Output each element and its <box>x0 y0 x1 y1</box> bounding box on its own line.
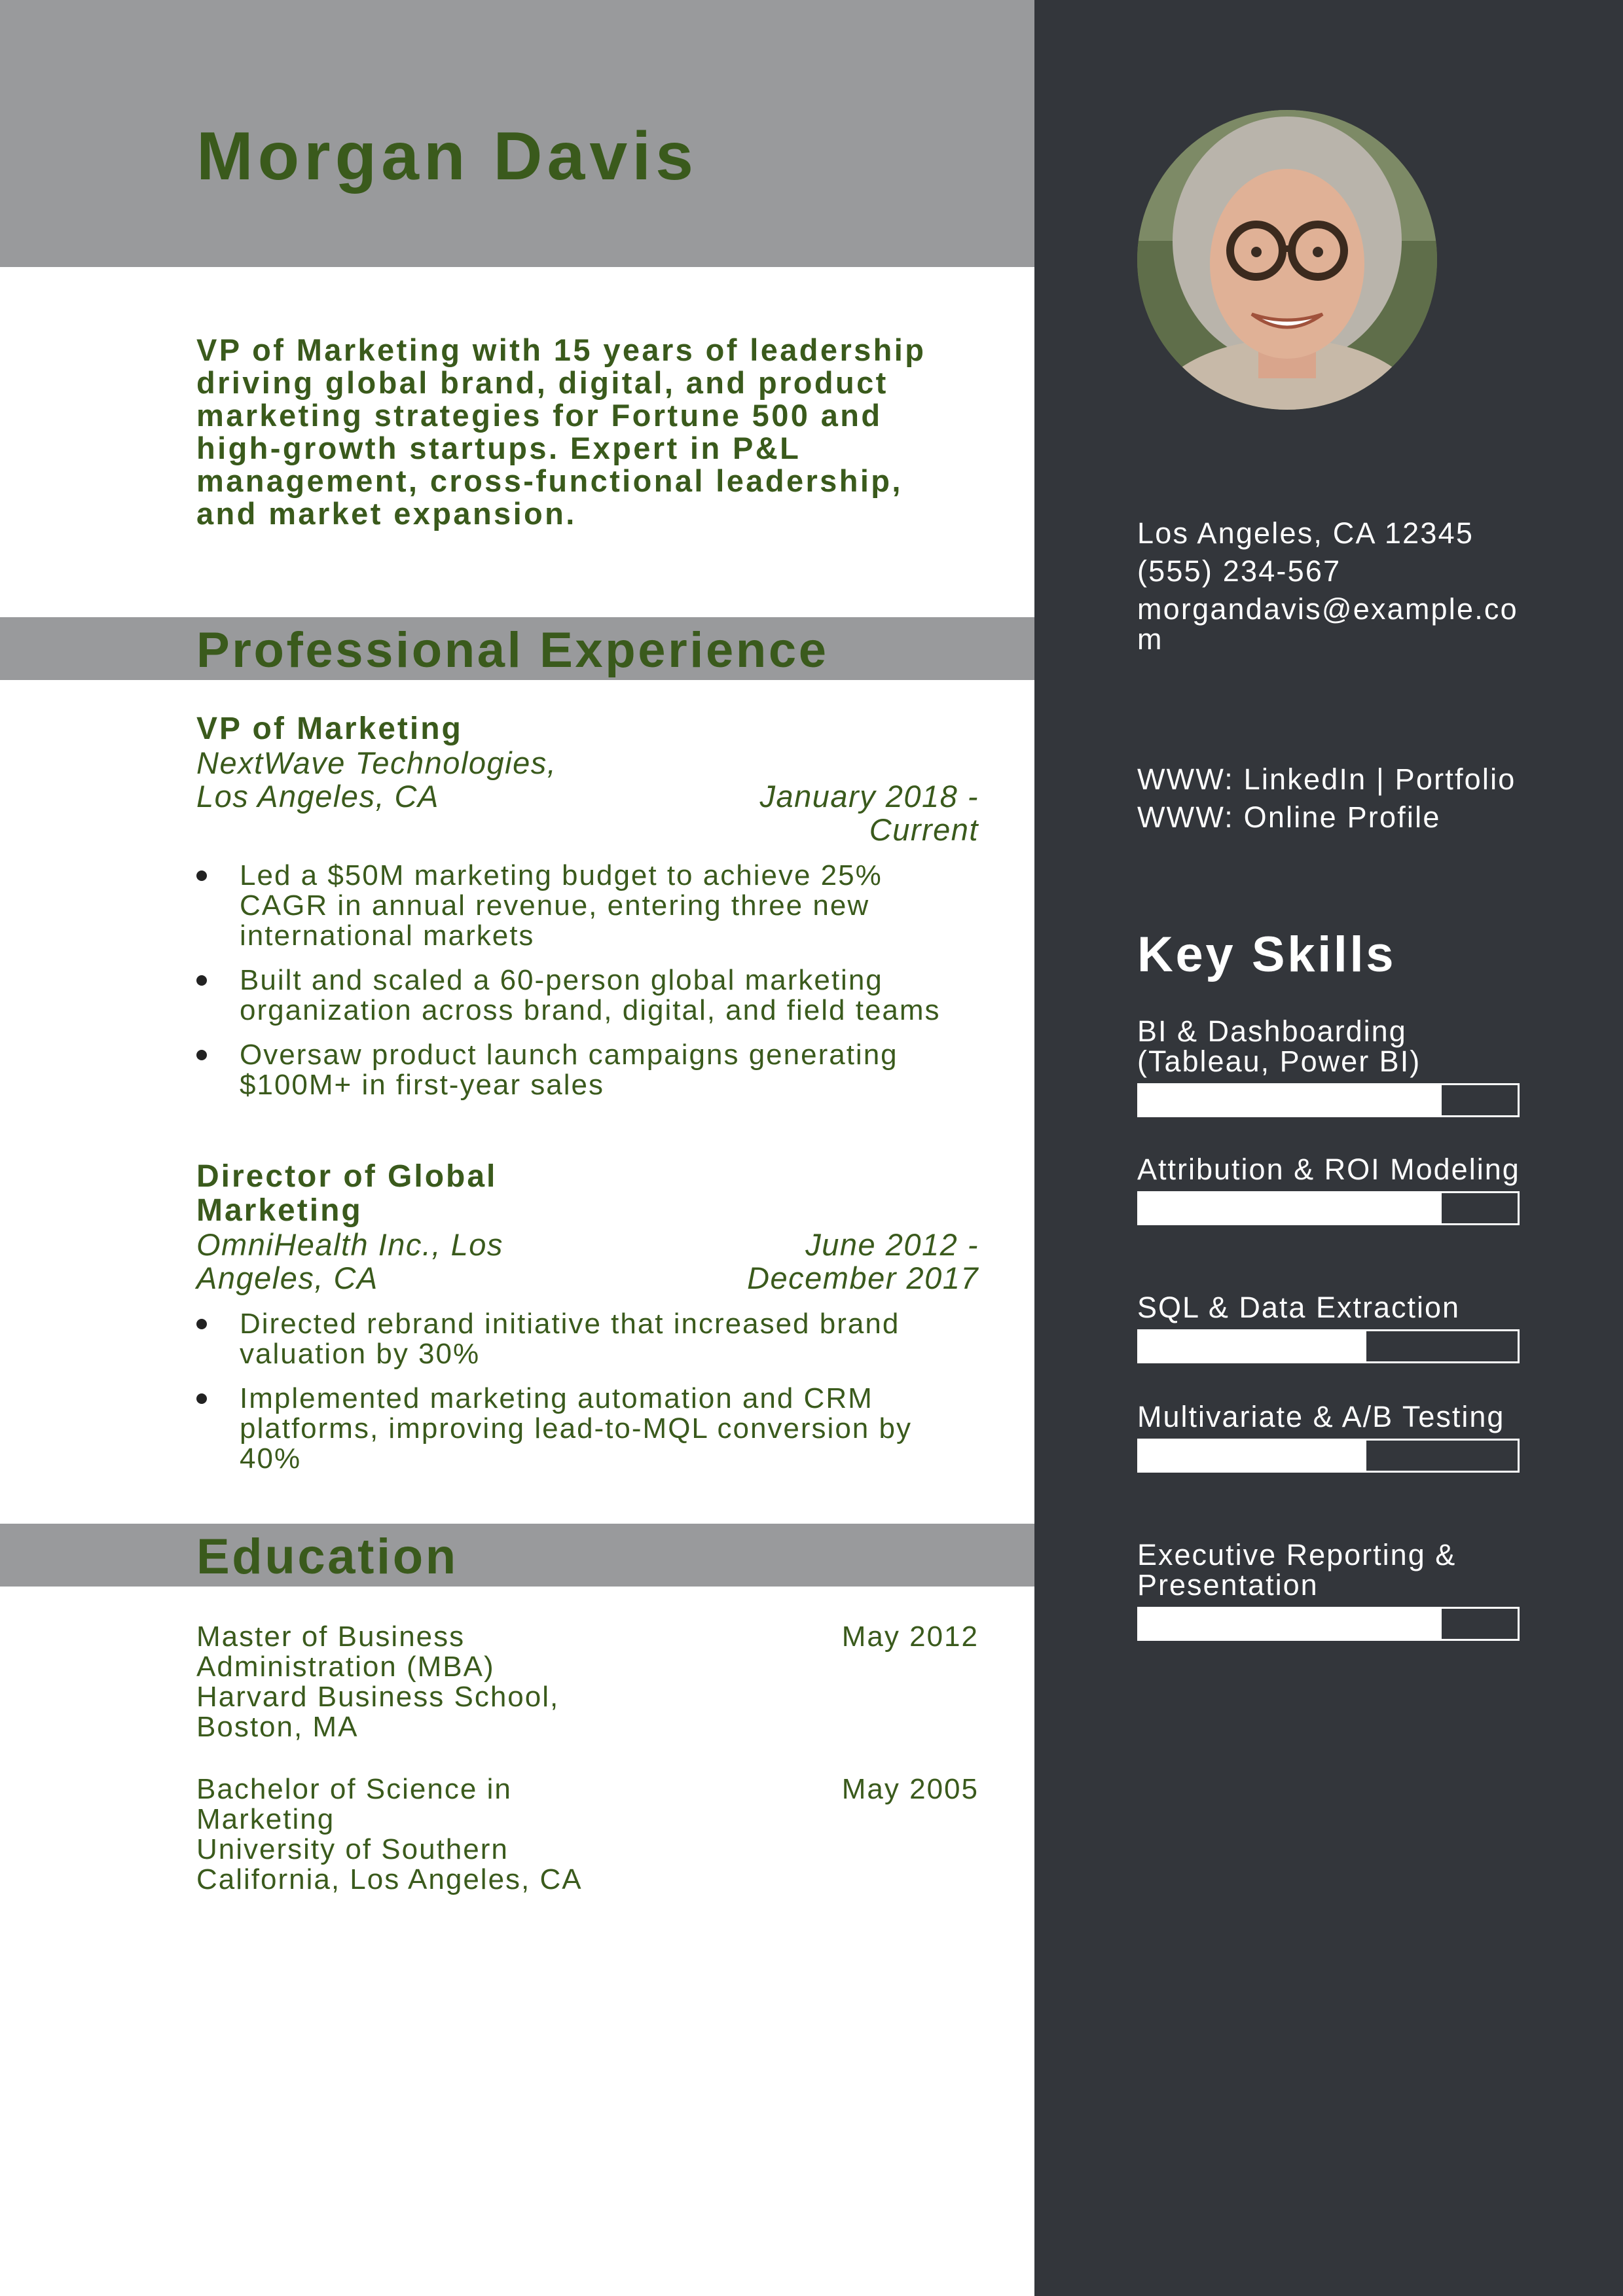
job-meta <box>196 1228 979 1295</box>
bullet-item: Oversaw product launch campaigns generating $100M+ in first-year sales <box>196 1040 979 1100</box>
job-company: NextWave Technologies, Los Angeles, CA <box>196 745 557 814</box>
link-online-profile[interactable]: WWW: Online Profile <box>1137 800 1441 834</box>
contact-email[interactable]: morgandavis@example.com <box>1137 592 1518 656</box>
bullet-item: Directed rebrand initiative that increased brand valuation by 30% <box>196 1309 979 1369</box>
job-meta <box>196 746 979 846</box>
contact-address: Los Angeles, CA 12345 <box>1137 516 1474 550</box>
contact-phone: (555) 234-567 <box>1137 554 1341 588</box>
skill-bar <box>1137 1083 1520 1117</box>
job-dates: June 2012 - December 2017 <box>747 1227 979 1295</box>
skill-item <box>1137 1402 1520 1473</box>
job-title: VP of Marketing <box>196 711 463 746</box>
bullet-icon <box>196 1050 207 1060</box>
contact-block <box>1137 518 1530 662</box>
bullet-icon <box>196 1393 207 1404</box>
skill-bar <box>1137 1607 1520 1641</box>
job-dates: January 2018 - Current <box>759 779 979 847</box>
job-bullets <box>196 861 979 1100</box>
bullet-icon <box>196 975 207 986</box>
skill-item <box>1137 1540 1520 1641</box>
education-date: May 2012 <box>841 1621 979 1653</box>
skill-item <box>1137 1293 1520 1363</box>
skill-bar <box>1137 1329 1520 1363</box>
profile-summary: VP of Marketing with 15 years of leadership driving global brand, digital, and product marketing strategies for Fortune 500 and high-growth startups. Expert in P&L management, cross-functional leadership, and market expansion. <box>196 332 926 531</box>
bullet-item: Implemented marketing automation and CRM platforms, improving lead-to-MQL conversion by 40% <box>196 1384 979 1474</box>
skill-bar <box>1137 1191 1520 1225</box>
experience-heading: Professional Experience <box>196 622 829 678</box>
job-entry <box>196 712 979 1115</box>
profile-photo-icon <box>1137 110 1437 410</box>
bullet-item: Built and scaled a 60-person global marketing organization across brand, digital, and field teams <box>196 965 979 1026</box>
skill-label: BI & Dashboarding (Tableau, Power BI) <box>1137 1014 1421 1078</box>
skill-bar-fill <box>1139 1085 1442 1115</box>
skill-bar-fill <box>1139 1441 1366 1471</box>
school: University of Southern California, Los Angeles, CA <box>196 1833 583 1895</box>
skill-bar-fill <box>1139 1609 1442 1639</box>
education-heading: Education <box>196 1529 458 1585</box>
job-company: OmniHealth Inc., Los Angeles, CA <box>196 1227 503 1295</box>
skill-bar <box>1137 1439 1520 1473</box>
skill-bar-fill <box>1139 1193 1442 1223</box>
web-links <box>1137 764 1530 840</box>
candidate-name: Morgan Davis <box>196 118 698 194</box>
skill-label: Executive Reporting & Presentation <box>1137 1538 1457 1602</box>
degree: Master of Business Administration (MBA) <box>196 1621 495 1683</box>
skills-heading: Key Skills <box>1137 927 1396 982</box>
degree: Bachelor of Science in Marketing <box>196 1773 512 1835</box>
skill-bar-fill <box>1139 1331 1366 1361</box>
skill-label: Attribution & ROI Modeling <box>1137 1153 1520 1186</box>
education-entry <box>196 1622 979 1742</box>
bullet-icon <box>196 1319 207 1329</box>
skill-label: SQL & Data Extraction <box>1137 1291 1461 1324</box>
education-band <box>0 1524 1034 1587</box>
job-bullets <box>196 1309 979 1474</box>
skill-label: Multivariate & A/B Testing <box>1137 1400 1505 1433</box>
bullet-icon <box>196 870 207 881</box>
link-linkedin-portfolio[interactable]: WWW: LinkedIn | Portfolio <box>1137 762 1516 796</box>
bullet-item: Led a $50M marketing budget to achieve 25% CAGR in annual revenue, entering three new international markets <box>196 861 979 951</box>
job-entry <box>196 1160 979 1488</box>
education-entry <box>196 1774 979 1895</box>
education-date: May 2005 <box>841 1773 979 1805</box>
skill-item <box>1137 1016 1520 1117</box>
profile-photo <box>1137 110 1437 410</box>
skill-item <box>1137 1155 1520 1225</box>
school: Harvard Business School, Boston, MA <box>196 1681 560 1743</box>
job-title: Director of Global Marketing <box>196 1159 498 1228</box>
